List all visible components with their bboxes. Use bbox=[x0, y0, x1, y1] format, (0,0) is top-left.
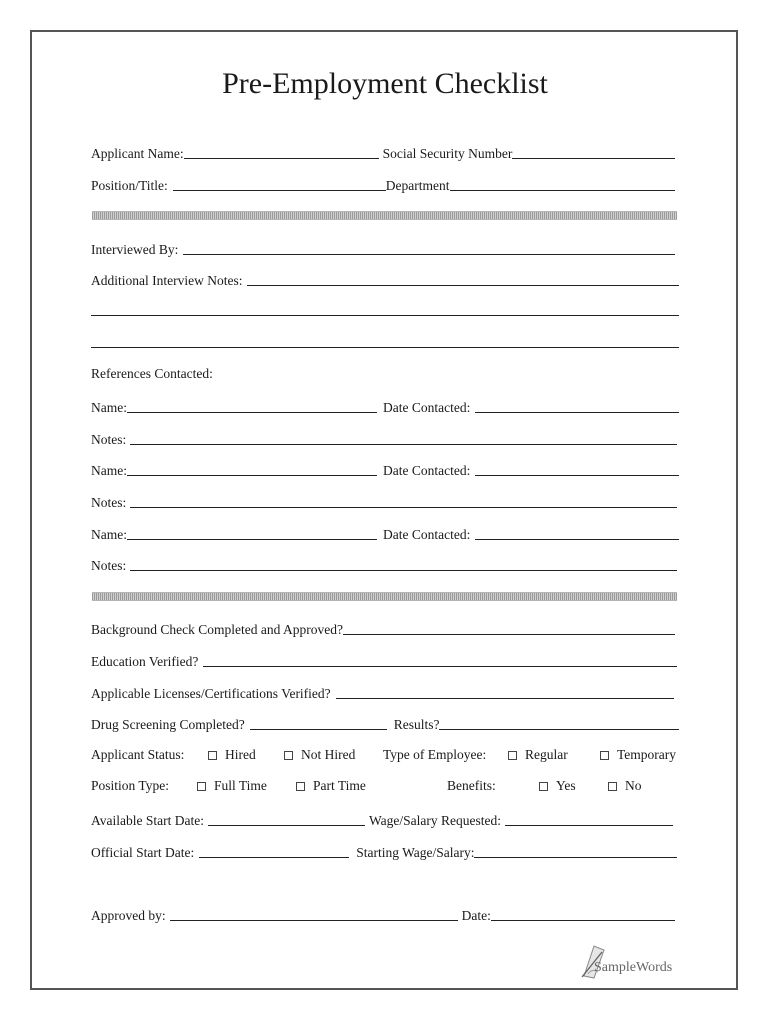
regular-checkbox[interactable] bbox=[508, 751, 517, 760]
wage-requested-field[interactable] bbox=[505, 811, 673, 826]
reference-3-notes-label: Notes: bbox=[91, 558, 127, 573]
reference-3-name-field[interactable] bbox=[127, 525, 377, 540]
samplewords-logo-text: SampleWords bbox=[594, 960, 673, 975]
applicant-name-row bbox=[91, 142, 679, 162]
page-title: Pre-Employment Checklist bbox=[222, 67, 548, 100]
reference-3-notes-field[interactable] bbox=[130, 556, 677, 571]
full-time-option[interactable] bbox=[197, 778, 267, 794]
temporary-option[interactable] bbox=[600, 747, 676, 763]
background-check-field[interactable] bbox=[343, 620, 675, 635]
reference-3-notes-row bbox=[91, 554, 679, 574]
section-separator bbox=[92, 211, 677, 220]
reference-2-notes-label: Notes: bbox=[91, 495, 127, 510]
drug-screening-field[interactable] bbox=[250, 715, 387, 730]
wage-requested-label: Wage/Salary Requested: bbox=[368, 813, 501, 828]
part-time-checkbox[interactable] bbox=[296, 782, 305, 791]
approved-by-label: Approved by: bbox=[91, 908, 166, 923]
starting-wage-field[interactable] bbox=[474, 843, 677, 858]
interview-notes-line-2[interactable] bbox=[91, 314, 679, 316]
position-type-label: Position Type: bbox=[91, 778, 169, 793]
reference-1-name-label: Name: bbox=[91, 400, 127, 415]
section-separator-2 bbox=[92, 592, 677, 601]
reference-3-row bbox=[91, 523, 679, 543]
hired-label: Hired bbox=[225, 747, 256, 762]
part-time-label: Part Time bbox=[313, 778, 366, 793]
full-time-checkbox[interactable] bbox=[197, 782, 206, 791]
reference-1-date-field[interactable] bbox=[475, 398, 679, 413]
reference-1-notes-field[interactable] bbox=[130, 430, 677, 445]
position-label: Position/Title: bbox=[91, 178, 168, 193]
available-start-field[interactable] bbox=[208, 811, 365, 826]
education-label: Education Verified? bbox=[91, 654, 199, 669]
education-field[interactable] bbox=[203, 652, 677, 667]
department-field[interactable] bbox=[450, 176, 675, 191]
applicant-status-label: Applicant Status: bbox=[91, 747, 185, 762]
not-hired-label: Not Hired bbox=[301, 747, 356, 762]
temporary-label: Temporary bbox=[617, 747, 677, 762]
reference-2-name-label: Name: bbox=[91, 463, 127, 478]
reference-1-date-label: Date Contacted: bbox=[383, 400, 471, 415]
reference-2-row bbox=[91, 459, 679, 479]
regular-option[interactable] bbox=[508, 747, 568, 763]
licenses-field[interactable] bbox=[336, 684, 674, 699]
results-label: Results? bbox=[393, 717, 440, 732]
benefits-yes-checkbox[interactable] bbox=[539, 782, 548, 791]
background-check-label: Background Check Completed and Approved? bbox=[91, 622, 343, 637]
ssn-label: Social Security Number bbox=[382, 146, 513, 161]
interview-notes-label: Additional Interview Notes: bbox=[91, 273, 243, 288]
education-row bbox=[91, 650, 679, 670]
starting-wage-label: Starting Wage/Salary: bbox=[356, 845, 475, 860]
regular-label: Regular bbox=[525, 747, 568, 762]
reference-1-name-field[interactable] bbox=[127, 398, 377, 413]
benefits-no-label: No bbox=[625, 778, 642, 793]
reference-3-date-label: Date Contacted: bbox=[383, 527, 471, 542]
interviewed-by-field[interactable] bbox=[183, 240, 675, 255]
reference-3-date-field[interactable] bbox=[475, 525, 679, 540]
interviewed-by-label: Interviewed By: bbox=[91, 242, 179, 257]
interview-notes-row bbox=[91, 269, 679, 289]
interview-notes-field[interactable] bbox=[247, 271, 679, 286]
approval-date-label: Date: bbox=[461, 908, 491, 923]
approval-date-field[interactable] bbox=[491, 906, 675, 921]
approval-row bbox=[91, 904, 679, 924]
reference-1-notes-label: Notes: bbox=[91, 432, 127, 447]
results-field[interactable] bbox=[439, 715, 679, 730]
employee-type-label: Type of Employee: bbox=[383, 747, 487, 762]
full-time-label: Full Time bbox=[214, 778, 267, 793]
part-time-option[interactable] bbox=[296, 778, 366, 794]
not-hired-checkbox[interactable] bbox=[284, 751, 293, 760]
licenses-label: Applicable Licenses/Certifications Verified? bbox=[91, 686, 331, 701]
available-start-label: Available Start Date: bbox=[91, 813, 204, 828]
official-start-label: Official Start Date: bbox=[91, 845, 195, 860]
applicant-name-field[interactable] bbox=[184, 144, 379, 159]
reference-2-name-field[interactable] bbox=[127, 461, 377, 476]
interviewed-by-row bbox=[91, 238, 679, 258]
position-row bbox=[91, 174, 679, 194]
available-start-row bbox=[91, 809, 679, 829]
benefits-label: Benefits: bbox=[447, 778, 496, 793]
benefits-no-option[interactable] bbox=[608, 778, 642, 794]
reference-2-notes-row bbox=[91, 491, 679, 511]
official-start-row bbox=[91, 841, 679, 861]
reference-2-date-label: Date Contacted: bbox=[383, 463, 471, 478]
hired-checkbox[interactable] bbox=[208, 751, 217, 760]
interview-notes-line-3[interactable] bbox=[91, 346, 679, 348]
reference-1-row bbox=[91, 396, 679, 416]
reference-2-date-field[interactable] bbox=[475, 461, 679, 476]
benefits-yes-option[interactable] bbox=[539, 778, 576, 794]
official-start-field[interactable] bbox=[199, 843, 349, 858]
not-hired-option[interactable] bbox=[284, 747, 355, 763]
licenses-row bbox=[91, 682, 679, 702]
department-label: Department bbox=[385, 178, 450, 193]
background-check-row bbox=[91, 618, 679, 638]
temporary-checkbox[interactable] bbox=[600, 751, 609, 760]
drug-screening-label: Drug Screening Completed? bbox=[91, 717, 245, 732]
reference-1-notes-row bbox=[91, 428, 679, 448]
reference-2-notes-field[interactable] bbox=[130, 493, 677, 508]
reference-3-name-label: Name: bbox=[91, 527, 127, 542]
position-field[interactable] bbox=[173, 176, 386, 191]
drug-screening-row bbox=[91, 713, 679, 733]
benefits-no-checkbox[interactable] bbox=[608, 782, 617, 791]
applicant-name-label: Applicant Name: bbox=[91, 146, 184, 161]
benefits-yes-label: Yes bbox=[556, 778, 576, 793]
references-heading: References Contacted: bbox=[91, 366, 213, 381]
approved-by-field[interactable] bbox=[170, 906, 458, 921]
ssn-field[interactable] bbox=[512, 144, 675, 159]
hired-option[interactable] bbox=[208, 747, 256, 763]
